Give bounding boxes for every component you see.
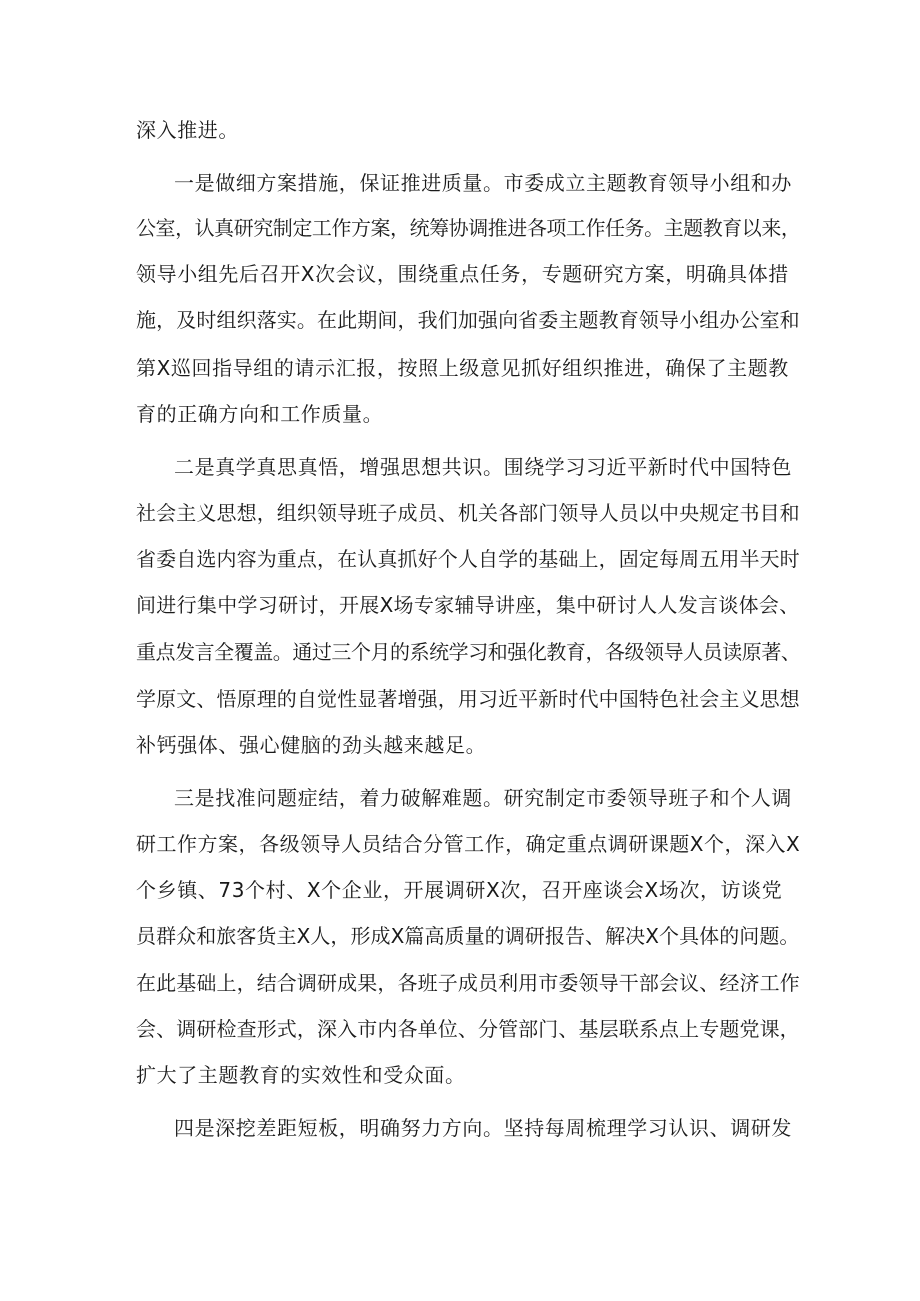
text-line: 社会主义思想，组织领导班子成员、机关各部门领导人员以中央规定书目和 [136, 501, 800, 525]
text-line: 个乡镇、73个村、X个企业，开展调研X次，召开座谈会X场次，访谈党 [136, 878, 783, 902]
text-line: 三是找准问题症结，着力破解难题。研究制定市委领导班子和个人调 [174, 786, 792, 810]
text-line: 间进行集中学习研讨，开展X场专家辅导讲座，集中研讨人人发言谈体会、 [136, 593, 800, 617]
text-line: 在此基础上，结合调研成果，各班子成员利用市委领导干部会议、经济工作 [136, 971, 800, 995]
text-line: 员群众和旅客货主X人，形成X篇高质量的调研报告、解决X个具体的问题。 [136, 924, 800, 948]
text-line: 四是深挖差距短板，明确努力方向。坚持每周梳理学习认识、调研发 [174, 1116, 792, 1140]
text-line: 扩大了主题教育的实效性和受众面。 [136, 1063, 466, 1087]
text-line: 一是做细方案措施，保证推进质量。市委成立主题教育领导小组和办 [174, 171, 792, 195]
text-line: 二是真学真思真悟，增强思想共识。围绕学习习近平新时代中国特色 [174, 455, 792, 479]
text-line: 补钙强体、强心健脑的劲头越来越足。 [136, 733, 487, 757]
text-line: 第X巡回指导组的请示汇报，按照上级意见抓好组织推进，确保了主题教 [136, 356, 789, 380]
text-line: 学原文、悟原理的自觉性显著增强，用习近平新时代中国特色社会主义思想 [136, 687, 800, 711]
text-line: 育的正确方向和工作质量。 [136, 402, 384, 426]
text-line: 省委自选内容为重点，在认真抓好个人自学的基础上，固定每周五用半天时 [136, 547, 800, 571]
text-line: 会、调研检查形式，深入市内各单位、分管部门、基层联系点上专题党课， [136, 1017, 800, 1041]
text-line: 领导小组先后召开X次会议，围绕重点任务，专题研究方案，明确具体措 [136, 262, 789, 286]
text-line: 施，及时组织落实。在此期间，我们加强向省委主题教育领导小组办公室和 [136, 308, 800, 332]
text-line: 研工作方案，各级领导人员结合分管工作，确定重点调研课题X个，深入X [136, 832, 801, 856]
text-line: 公室，认真研究制定工作方案，统筹协调推进各项工作任务。主题教育以来， [136, 216, 801, 240]
text-line: 深入推进。 [136, 118, 239, 142]
text-line: 重点发言全覆盖。通过三个月的系统学习和强化教育，各级领导人员读原著、 [136, 640, 801, 664]
